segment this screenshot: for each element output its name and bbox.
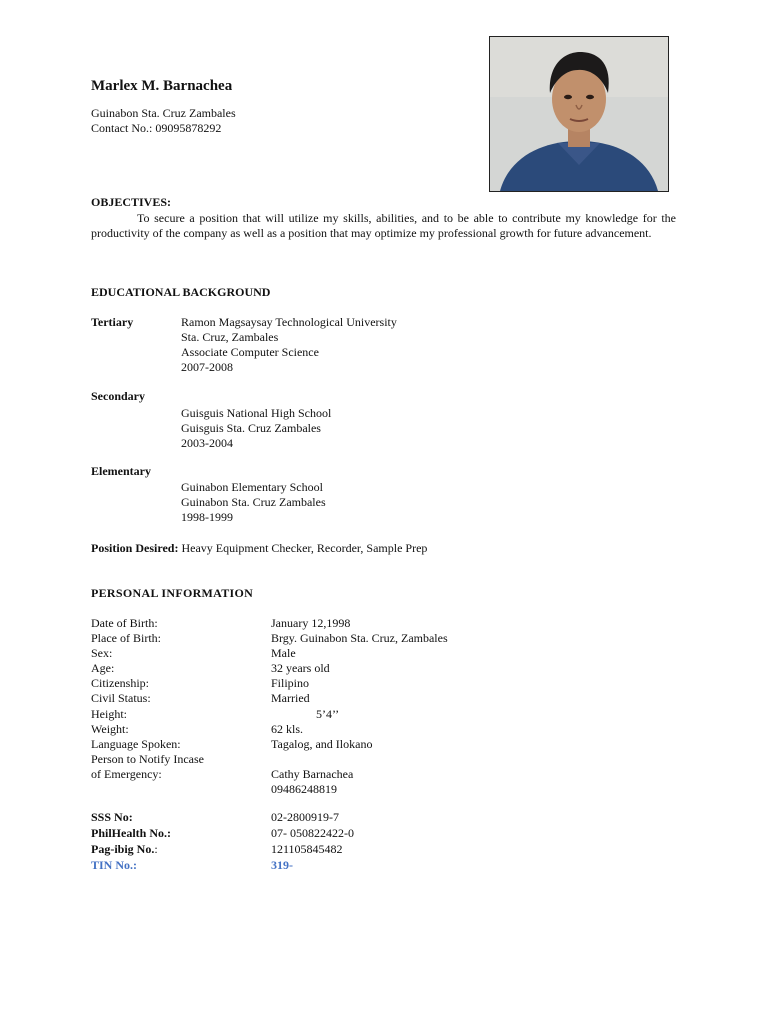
applicant-address: Guinabon Sta. Cruz Zambales: [91, 106, 236, 120]
weight-label: Weight:: [91, 722, 129, 736]
education-heading: EDUCATIONAL BACKGROUND: [91, 285, 271, 299]
age-label: Age:: [91, 661, 115, 675]
course: Associate Computer Science: [181, 345, 319, 359]
school-years: 2003-2004: [181, 436, 233, 450]
sex-label: Sex:: [91, 646, 113, 660]
sss-value: 02-2800919-7: [271, 810, 339, 824]
pagibig-label-text: Pag-ibig No.: [91, 842, 155, 856]
contact-label: Contact No.:: [91, 121, 153, 135]
school-name: Guisguis National High School: [181, 406, 332, 420]
height-label: Height:: [91, 707, 127, 721]
birth-date-value: January 12,1998: [271, 616, 351, 630]
emergency-contact-label-line1: Person to Notify Incase: [91, 752, 204, 766]
objectives-heading: OBJECTIVES:: [91, 195, 172, 209]
pagibig-value: 121105845482: [271, 842, 343, 856]
school-years: 2007-2008: [181, 360, 233, 374]
birth-place-label: Place of Birth:: [91, 631, 161, 645]
school-location: Sta. Cruz, Zambales: [181, 330, 279, 344]
birth-place-value: Brgy. Guinabon Sta. Cruz, Zambales: [271, 631, 448, 645]
contact-line: [91, 121, 221, 136]
position-desired: [91, 541, 427, 556]
contact-number: 09095878292: [155, 121, 222, 135]
portrait-photo-icon: [490, 37, 668, 191]
tin-label: TIN No.:: [91, 858, 138, 872]
citizenship-value: Filipino: [271, 676, 310, 690]
tin-value: 319-: [271, 858, 293, 872]
height-value: 5’4’’: [316, 707, 340, 721]
philhealth-label: PhilHealth No.:: [91, 826, 171, 840]
school-location: Guisguis Sta. Cruz Zambales: [181, 421, 321, 435]
sex-value: Male: [271, 646, 296, 660]
school-location: Guinabon Sta. Cruz Zambales: [181, 495, 326, 509]
applicant-photo: [489, 36, 669, 192]
pagibig-label-colon: :: [154, 842, 158, 856]
civil-status-value: Married: [271, 691, 310, 705]
applicant-name: Marlex M. Barnachea: [91, 78, 233, 94]
language-label: Language Spoken:: [91, 737, 181, 751]
weight-value: 62 kls.: [271, 722, 304, 736]
school-name: Ramon Magsaysay Technological University: [181, 315, 397, 329]
emergency-contact-number: 09486248819: [271, 782, 337, 796]
age-value: 32 years old: [271, 661, 330, 675]
emergency-contact-name: Cathy Barnachea: [271, 767, 354, 781]
school-years: 1998-1999: [181, 510, 233, 524]
school-name: Guinabon Elementary School: [181, 480, 323, 494]
philhealth-value: 07- 050822422-0: [271, 826, 354, 840]
emergency-contact-label-line2: of Emergency:: [91, 767, 162, 781]
education-details-tertiary: [181, 315, 397, 375]
birth-date-label: Date of Birth:: [91, 616, 158, 630]
position-value: Heavy Equipment Checker, Recorder, Sample Prep: [181, 541, 428, 555]
education-details-elementary: [181, 480, 326, 525]
sss-label: SSS No:: [91, 810, 133, 824]
personal-info-heading: PERSONAL INFORMATION: [91, 586, 254, 600]
education-level-elementary: Elementary: [91, 464, 151, 478]
education-level-secondary: Secondary: [91, 389, 145, 403]
pagibig-label: [91, 842, 158, 857]
objectives-text: To secure a position that will utilize my skills, abilities, and to be able to contribute my knowledge for the productivity of the company as well as a position that may optimize my professional growth for future advancement.: [91, 211, 676, 240]
citizenship-label: Citizenship:: [91, 676, 149, 690]
education-details-secondary: [181, 406, 331, 451]
position-label: Position Desired:: [91, 541, 179, 555]
civil-status-label: Civil Status:: [91, 691, 151, 705]
language-value: Tagalog, and Ilokano: [271, 737, 373, 751]
education-level-tertiary: Tertiary: [91, 315, 134, 329]
